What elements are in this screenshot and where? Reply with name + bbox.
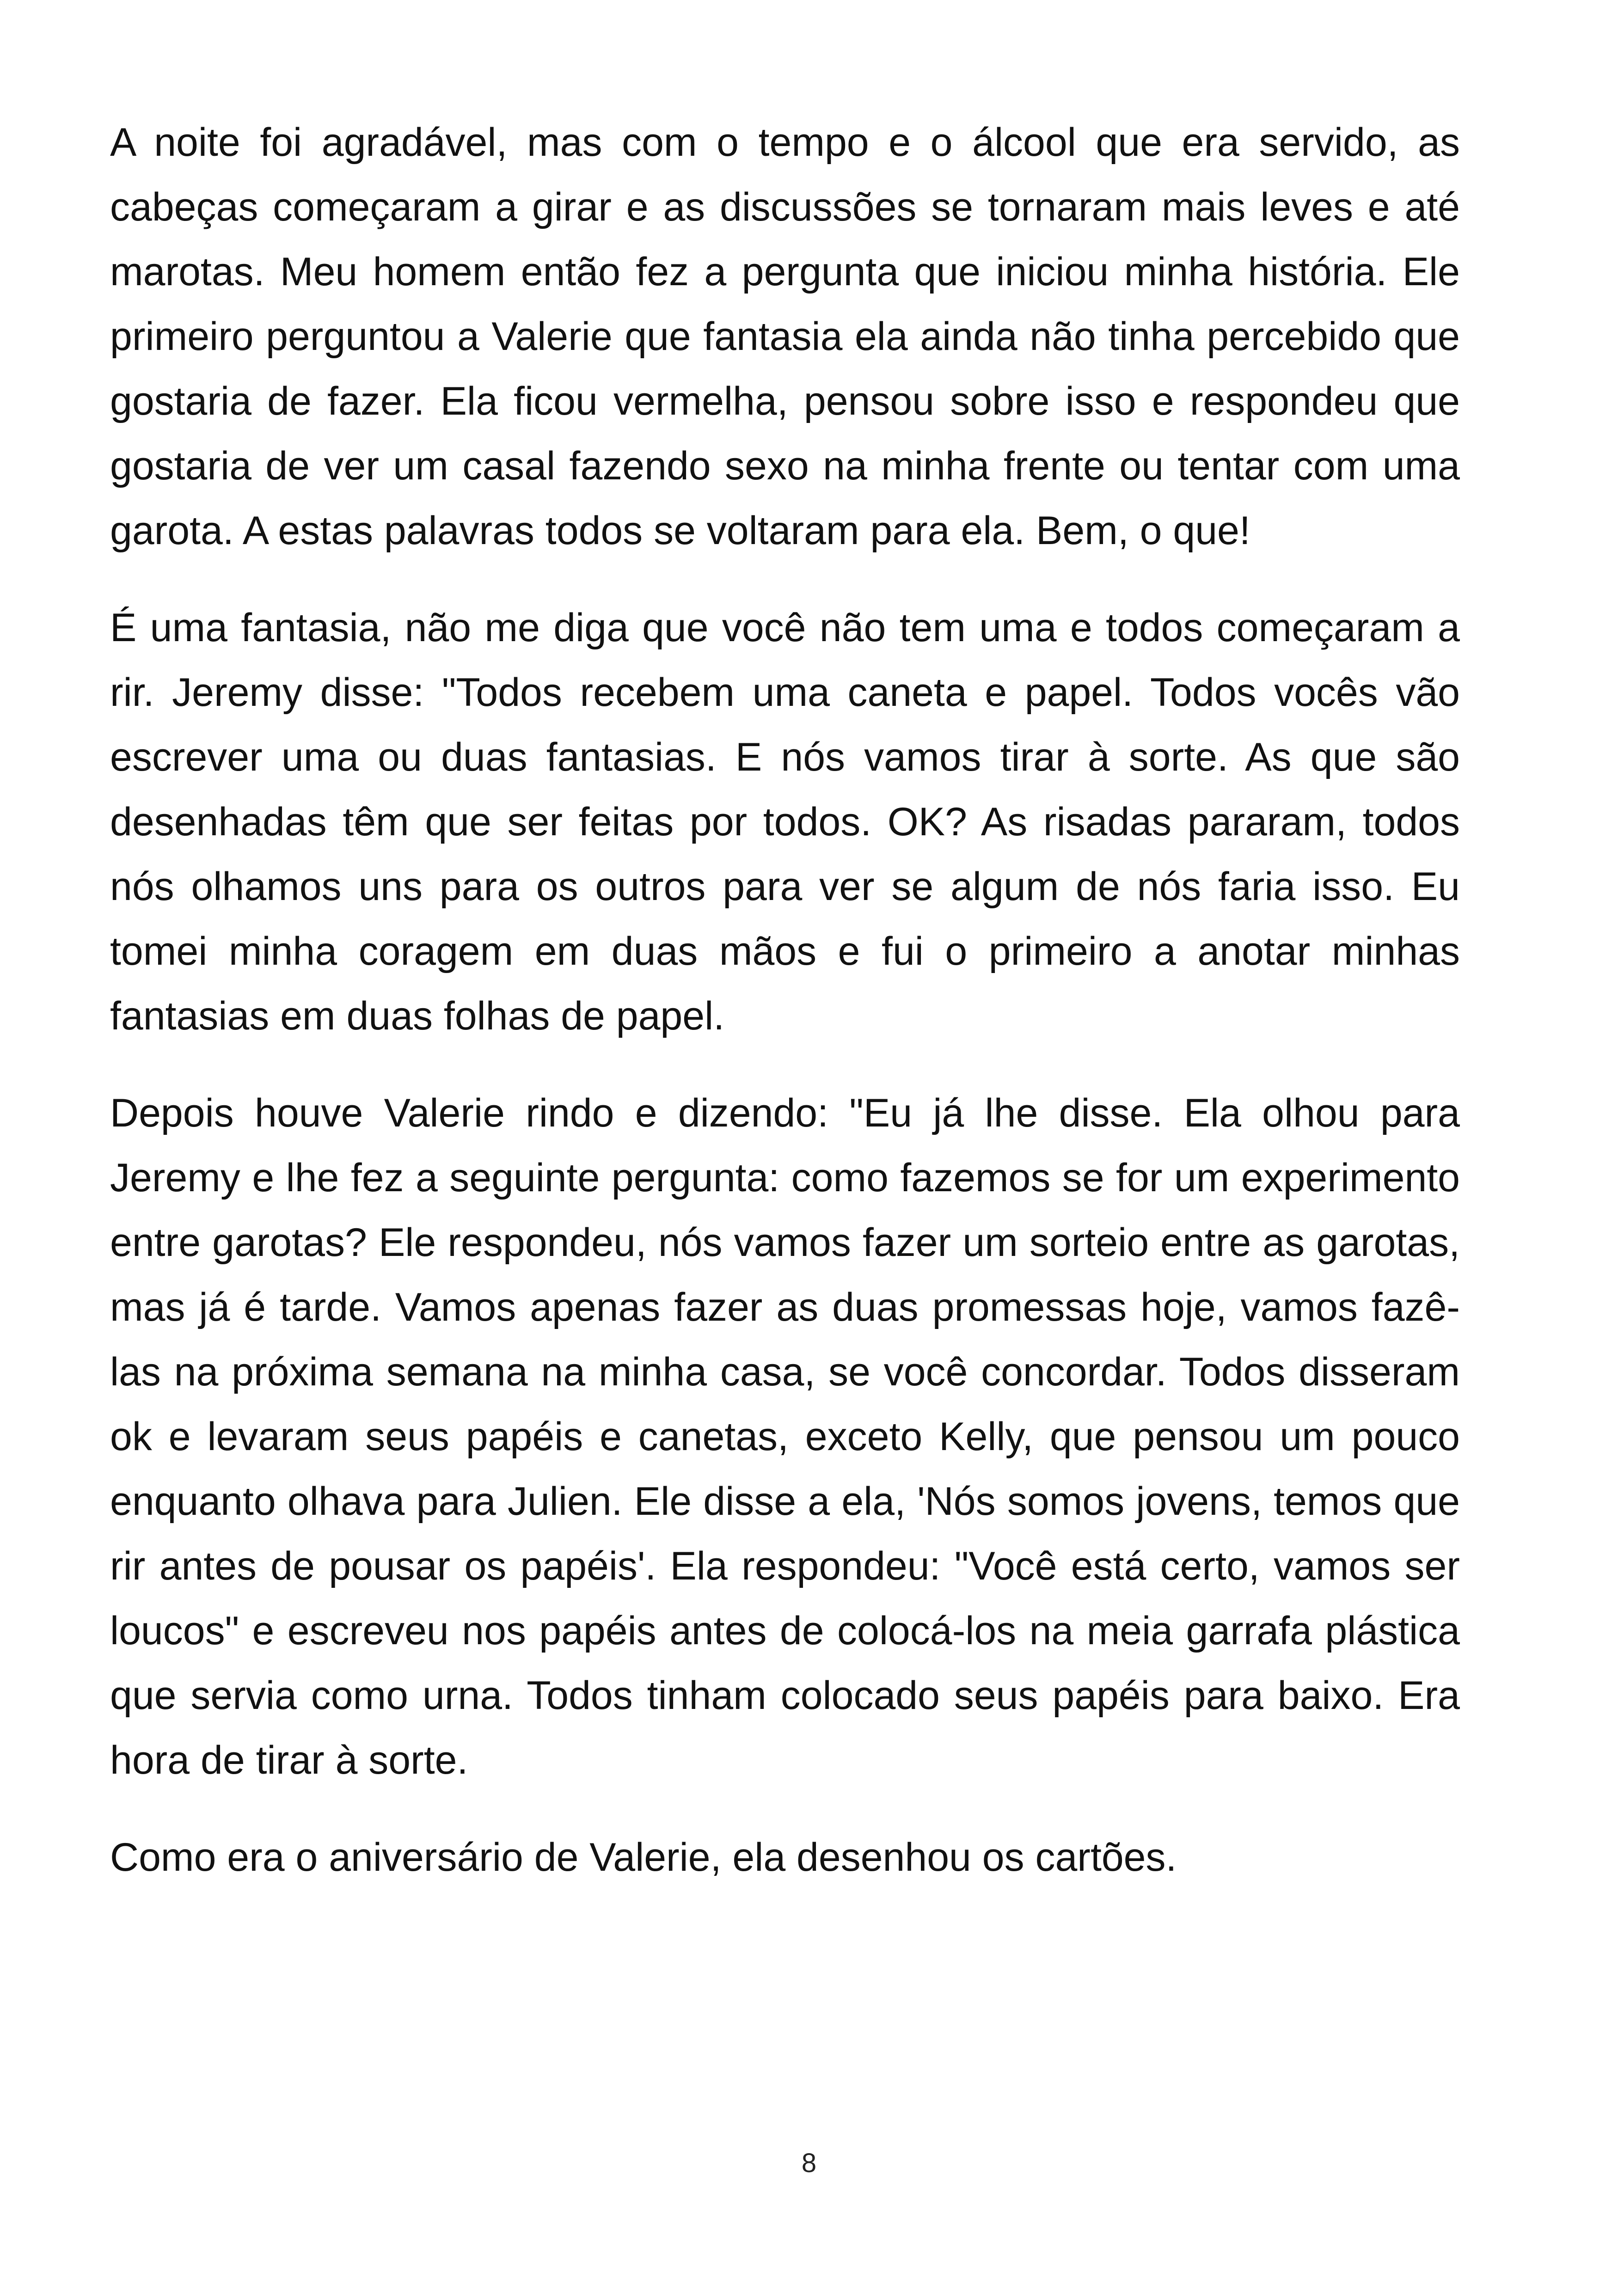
- paragraph-3: Depois houve Valerie rindo e dizendo: "Eu já lhe disse. Ela olhou para Jeremy e lhe fez a seguinte pergunta: como fazemos se for um experimento entre garotas? Ele respondeu, nós vamos fazer um sorteio entre as garotas, mas já é tarde. Vamos apenas fazer as duas promessas hoje, vamos fazê-las na próxima semana na minha casa, se você concordar. Todos disseram ok e levaram seus papéis e canetas, exceto Kelly, que pensou um pouco enquanto olhava para Julien. Ele disse a ela, 'Nós somos jovens, temos que rir antes de pousar os papéis'. Ela respondeu: "Você está certo, vamos ser loucos" e escreveu nos papéis antes de colocá-los na meia garrafa plástica que servia como urna. Todos tinham colocado seus papéis para baixo. Era hora de tirar à sorte.: [110, 1091, 1460, 1782]
- page-number: 8: [801, 2148, 817, 2178]
- paragraph-2: É uma fantasia, não me diga que você não tem uma e todos começaram a rir. Jeremy disse: "Todos recebem uma caneta e papel. Todos vocês vão escrever uma ou duas fantasias. E nós vamos tirar à sorte. As que são desenhadas têm que ser feitas por todos. OK? As risadas pararam, todos nós olhamos uns para os outros para ver se algum de nós faria isso. Eu tomei minha coragem em duas mãos e fui o primeiro a anotar minhas fantasias em duas folhas de papel.: [110, 606, 1460, 1038]
- paragraph-4: Como era o aniversário de Valerie, ela desenhou os cartões.: [110, 1835, 1177, 1880]
- body-text: [110, 110, 1460, 1890]
- paragraph-1: A noite foi agradável, mas com o tempo e o álcool que era servido, as cabeças começaram a girar e as discussões se tornaram mais leves e até marotas. Meu homem então fez a pergunta que iniciou minha história. Ele primeiro perguntou a Valerie que fantasia ela ainda não tinha percebido que gostaria de fazer. Ela ficou vermelha, pensou sobre isso e respondeu que gostaria de ver um casal fazendo sexo na minha frente ou tentar com uma garota. A estas palavras todos se voltaram para ela. Bem, o que!: [110, 120, 1460, 553]
